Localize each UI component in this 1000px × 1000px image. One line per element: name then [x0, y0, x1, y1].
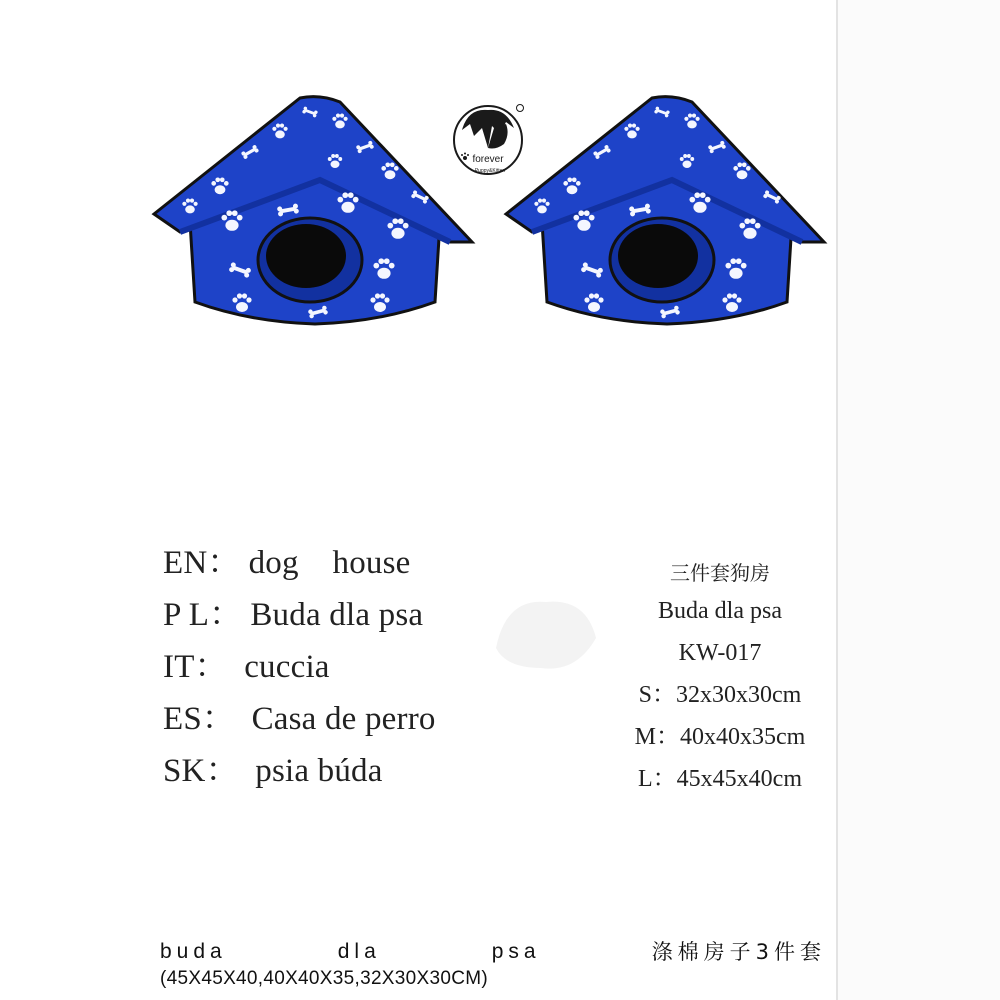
caption-title-line — [160, 938, 826, 966]
caption-word: psa — [491, 940, 541, 963]
right-margin — [838, 0, 1000, 1000]
size-value: 32x30x30cm — [676, 682, 802, 708]
size-row-l — [605, 758, 835, 800]
language-code: SK： — [163, 753, 239, 789]
size-value: 40x40x35cm — [680, 724, 806, 750]
brand-logo — [448, 100, 530, 186]
dog-house-image-right — [502, 92, 832, 332]
language-code: IT： — [163, 649, 228, 685]
caption-word: dla — [337, 940, 381, 963]
name-row-en — [163, 536, 493, 588]
product-name: cuccia — [235, 649, 330, 685]
size-value: 45x45x40cm — [676, 766, 802, 792]
logo-text: forever — [472, 154, 504, 165]
name-row-sk — [163, 744, 493, 796]
faint-watermark — [486, 588, 606, 678]
caption-word: buda — [160, 940, 227, 963]
spec-name: Buda dla psa — [658, 598, 782, 624]
product-name: Buda dla psa — [250, 597, 424, 633]
caption — [160, 938, 826, 992]
spec-block — [605, 556, 835, 800]
caption-dimensions: (45X45X40,40X40X35,32X30X30CM) — [160, 968, 489, 989]
size-label: M： — [634, 724, 680, 750]
product-name: dog house — [248, 545, 411, 581]
caption-word-zh: 涤棉房子3件套 — [651, 940, 826, 964]
name-row-pl — [163, 588, 493, 640]
name-row-es — [163, 692, 493, 744]
dog-house-image-left — [150, 92, 480, 332]
size-label: S： — [638, 682, 677, 708]
spec-model: KW-017 — [678, 640, 762, 666]
size-row-s — [605, 674, 835, 716]
product-name: psia búda — [246, 753, 383, 789]
forever-logo-icon — [448, 100, 530, 186]
product-name: Casa de perro — [243, 701, 436, 737]
dog-house-illustration — [502, 92, 832, 332]
spec-chinese-title: 三件套狗房 — [670, 561, 770, 585]
size-row-m — [605, 716, 835, 758]
name-row-it — [163, 640, 493, 692]
language-code: P L： — [163, 597, 243, 633]
language-code: EN： — [163, 545, 241, 581]
dog-house-illustration — [150, 92, 480, 332]
size-label: L： — [638, 766, 677, 792]
page-divider — [836, 0, 838, 1000]
multilingual-names — [163, 536, 493, 796]
language-code: ES： — [163, 701, 236, 737]
logo-subtext: Puppy&Kitten — [474, 168, 506, 174]
